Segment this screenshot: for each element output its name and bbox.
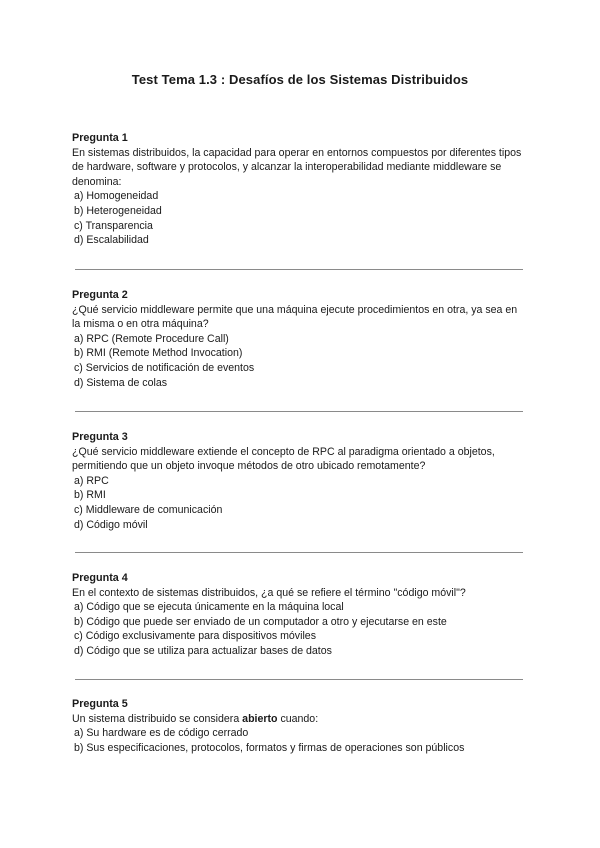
- question-prompt: ¿Qué servicio middleware extiende el concepto de RPC al paradigma orientado a objetos, permitiendo que un objeto invoque métodos de otro ubicado remotamente?: [72, 445, 495, 473]
- question-prompt: [72, 712, 524, 727]
- question-4: [72, 571, 524, 659]
- prompt-text: cuando:: [277, 712, 319, 725]
- question-prompt: En el contexto de sistemas distribuidos, ¿a qué se refiere el término "código móvil"?: [72, 586, 466, 599]
- answer-option-b: b) Código que puede ser enviado de un computador a otro y ejecutarse en este: [74, 615, 447, 628]
- answer-option-d: d) Código que se utiliza para actualizar bases de datos: [74, 644, 332, 657]
- question-heading: Pregunta 1: [72, 132, 128, 144]
- question-heading: Pregunta 5: [72, 698, 128, 710]
- answer-options: [72, 332, 524, 390]
- answer-option-c: c) Servicios de notificación de eventos: [74, 361, 255, 374]
- question-heading: Pregunta 4: [72, 572, 128, 584]
- answer-options: [72, 600, 524, 658]
- question-1: [72, 131, 524, 248]
- question-2: [72, 288, 524, 390]
- question-heading: Pregunta 3: [72, 431, 128, 443]
- answer-option-c: c) Código exclusivamente para dispositivos móviles: [74, 630, 316, 643]
- question-3: [72, 430, 524, 532]
- answer-option-d: d) Código móvil: [74, 518, 148, 531]
- answer-option-b: b) Heterogeneidad: [74, 204, 162, 217]
- question-5: [72, 697, 524, 755]
- answer-option-c: c) Middleware de comunicación: [74, 503, 223, 516]
- answer-option-c: c) Transparencia: [74, 219, 153, 232]
- document-title: Test Tema 1.3 : Desafíos de los Sistemas Distribuidos: [131, 72, 469, 87]
- answer-option-b: b) RMI: [74, 489, 106, 502]
- question-prompt: ¿Qué servicio middleware permite que una máquina ejecute procedimientos en otra, ya sea en la misma o en otra máquina?: [72, 303, 518, 331]
- answer-options: [72, 474, 524, 532]
- answer-option-b: b) RMI (Remote Method Invocation): [74, 347, 243, 360]
- answer-options: [72, 726, 524, 755]
- question-prompt: En sistemas distribuidos, la capacidad para operar en entornos compuestos por diferentes tipos de hardware, software y protocolos, y alcanzar la interoperabilidad mediante middleware se denomina:: [72, 146, 522, 188]
- question-divider: [75, 552, 523, 553]
- question-divider: [75, 679, 523, 680]
- question-divider: [75, 411, 523, 412]
- answer-option-a: a) RPC (Remote Procedure Call): [74, 332, 229, 345]
- prompt-emphasis: abierto: [242, 712, 278, 725]
- answer-options: [72, 189, 524, 247]
- answer-option-a: a) RPC: [74, 474, 109, 487]
- question-heading: Pregunta 2: [72, 289, 128, 301]
- prompt-text: Un sistema distribuido se considera: [72, 712, 243, 725]
- answer-option-a: a) Código que se ejecuta únicamente en la máquina local: [74, 601, 344, 614]
- question-divider: [75, 269, 523, 270]
- answer-option-d: d) Sistema de colas: [74, 376, 168, 389]
- answer-option-d: d) Escalabilidad: [74, 234, 149, 247]
- answer-option-a: a) Homogeneidad: [74, 190, 159, 203]
- answer-option-b: b) Sus especificaciones, protocolos, formatos y firmas de operaciones son públicos: [74, 741, 465, 754]
- answer-option-a: a) Su hardware es de código cerrado: [74, 727, 249, 740]
